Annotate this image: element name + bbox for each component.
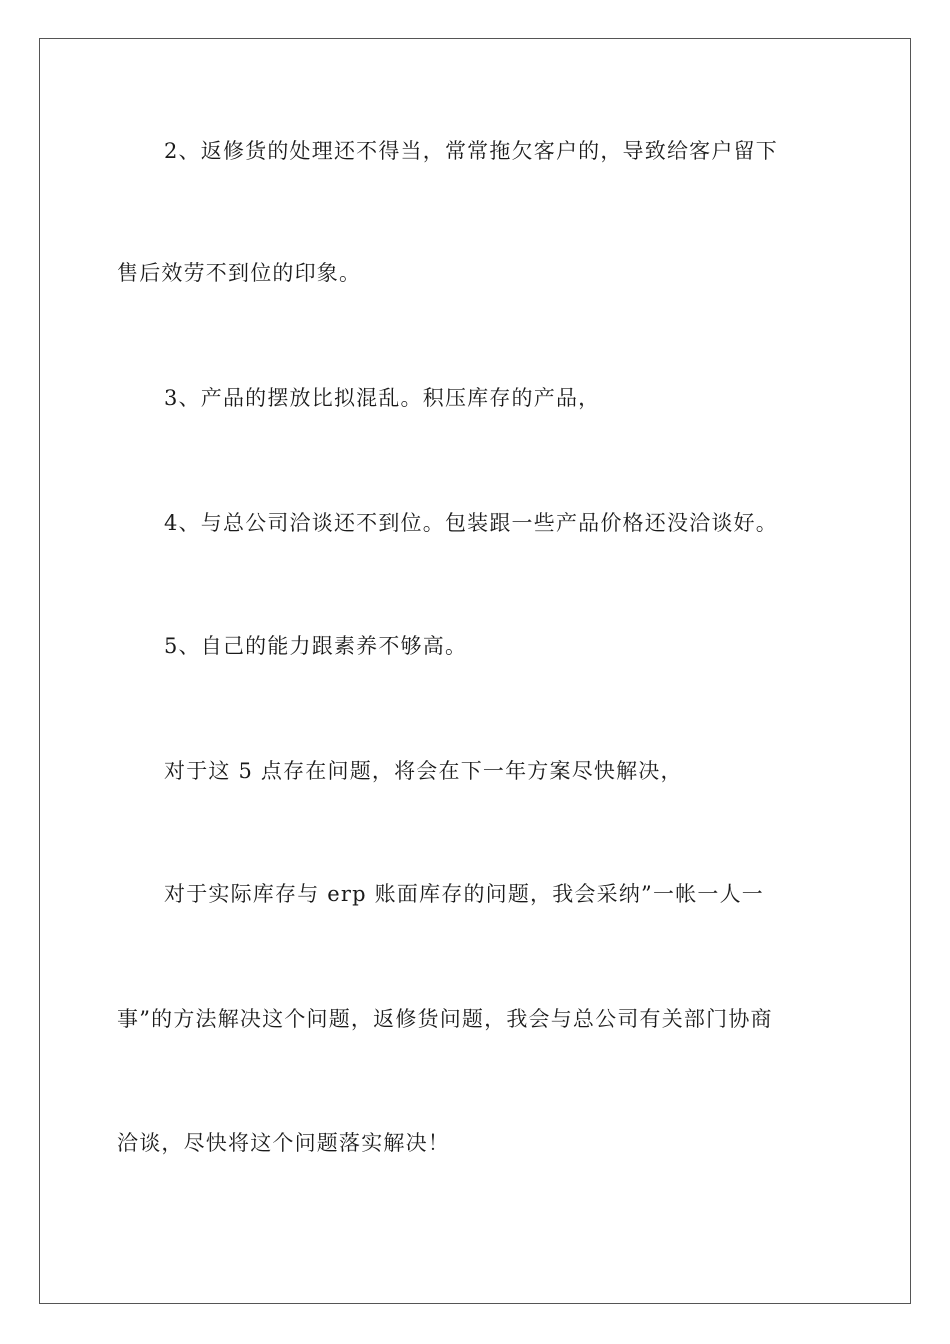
page-border	[39, 38, 911, 1304]
text-line-solution-continued: 事”的方法解决这个问题，返修货问题，我会与总公司有关部门协商	[117, 1007, 773, 1031]
text-line-item-2-continued: 售后效劳不到位的印象。	[117, 261, 362, 285]
text-line-item-2: 2、返修货的处理还不得当，常常拖欠客户的，导致给客户留下	[164, 139, 778, 163]
text-line-plan: 对于这 5 点存在问题，将会在下一年方案尽快解决，	[164, 759, 683, 783]
text-line-item-5: 5、自己的能力跟素养不够高。	[164, 634, 468, 658]
text-line-solution-end: 洽谈，尽快将这个问题落实解决！	[117, 1131, 450, 1155]
text-line-item-3: 3、产品的摆放比拟混乱。积压库存的产品，	[164, 386, 601, 410]
text-line-item-4: 4、与总公司洽谈还不到位。包装跟一些产品价格还没洽谈好。	[164, 511, 778, 535]
text-line-solution: 对于实际库存与 erp 账面库存的问题，我会采纳”一帐一人一	[164, 882, 764, 906]
